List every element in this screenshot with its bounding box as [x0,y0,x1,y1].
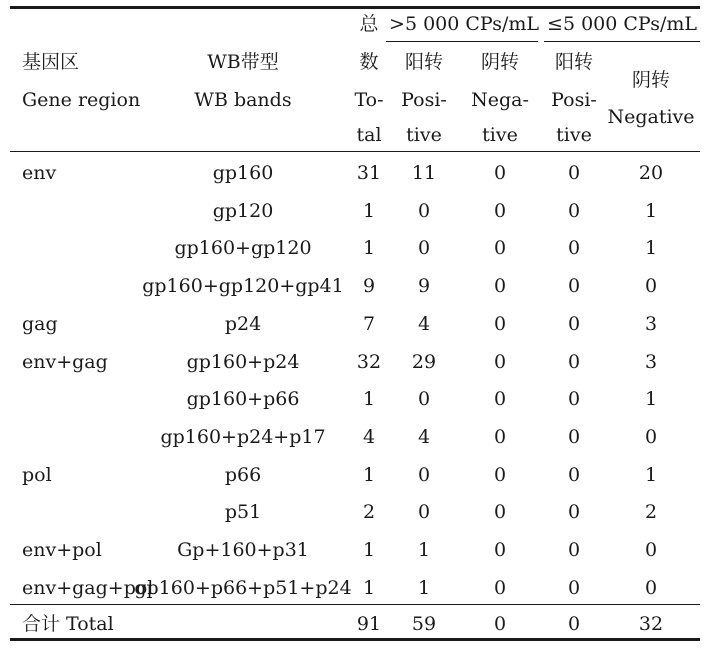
cell-wb-band: gp120 [212,200,274,222]
footer-low-negative: 32 [638,613,664,635]
cell-high-positive: 1 [417,577,431,599]
cell-low-positive: 0 [567,237,581,259]
top-rule [10,6,700,9]
cell-high-positive: 1 [417,539,431,561]
header-total-line1: 总 [359,13,379,35]
footer-high-negative: 0 [493,613,507,635]
footer-label: 合计 Total [22,613,114,635]
cell-total: 1 [362,237,376,259]
cell-high-positive: 11 [411,162,437,184]
header-group-high: >5 000 CPs/mL [389,13,539,35]
cell-high-negative: 0 [493,426,507,448]
cell-low-positive: 0 [567,464,581,486]
header-total-line2: 数 [359,51,379,73]
cell-low-negative: 1 [644,200,658,222]
cell-high-positive: 29 [411,351,437,373]
cell-low-negative: 0 [644,539,658,561]
cell-low-positive: 0 [567,539,581,561]
cell-total: 2 [362,501,376,523]
cell-low-negative: 3 [644,351,658,373]
cell-high-positive: 0 [417,464,431,486]
header-low-negative-line1: 阴转 [631,69,671,91]
cell-low-positive: 0 [567,426,581,448]
cell-high-positive: 4 [417,426,431,448]
cell-low-negative: 2 [644,501,658,523]
footer-high-positive: 59 [411,613,437,635]
cell-low-negative: 20 [638,162,664,184]
header-low-negative-line2: Negative [607,106,695,128]
header-rule [10,151,700,152]
header-wb-bands-en: WB bands [194,89,292,111]
header-high-positive-line1: 阳转 [404,51,444,73]
header-wb-bands-zh: WB带型 [207,51,279,73]
cell-low-positive: 0 [567,388,581,410]
cell-total: 7 [362,313,376,335]
header-high-negative-line1: 阴转 [480,51,520,73]
cell-wb-band: gp160+gp120+gp41 [142,275,344,297]
cell-wb-band: p24 [224,313,262,335]
header-high-negative-line2: Nega- [471,89,529,111]
cell-total: 1 [362,200,376,222]
cell-high-negative: 0 [493,275,507,297]
cell-high-negative: 0 [493,351,507,373]
cell-gene-region: env+gag+pol [22,577,154,599]
header-gene-region-zh: 基因区 [22,51,80,73]
cell-low-positive: 0 [567,501,581,523]
footer-low-positive: 0 [567,613,581,635]
cell-gene-region: gag [22,313,58,335]
cell-gene-region: pol [22,464,52,486]
cell-low-negative: 0 [644,426,658,448]
cell-high-negative: 0 [493,464,507,486]
cell-total: 1 [362,464,376,486]
cell-wb-band: gp160+p66+p51+p24 [134,577,352,599]
cell-high-negative: 0 [493,313,507,335]
cell-high-positive: 4 [417,313,431,335]
header-high-positive-line2: Posi- [401,89,447,111]
header-gene-region-en: Gene region [22,89,141,111]
cell-wb-band: p66 [224,464,262,486]
cell-low-negative: 1 [644,388,658,410]
bottom-rule [10,638,700,641]
cell-high-negative: 0 [493,200,507,222]
cell-wb-band: gp160 [212,162,274,184]
cell-total: 4 [362,426,376,448]
cell-total: 1 [362,388,376,410]
cell-low-positive: 0 [567,313,581,335]
header-group-low: ≤5 000 CPs/mL [547,13,697,35]
cell-total: 1 [362,577,376,599]
cell-wb-band: p51 [224,501,262,523]
cell-gene-region: env+gag [22,351,108,373]
header-low-positive-line1: 阳转 [554,51,594,73]
cell-high-negative: 0 [493,162,507,184]
cell-low-negative: 3 [644,313,658,335]
cell-high-positive: 0 [417,237,431,259]
cell-wb-band: gp160+p66 [186,388,300,410]
cell-low-positive: 0 [567,577,581,599]
cell-low-positive: 0 [567,162,581,184]
header-high-positive-line3: tive [406,124,442,146]
cell-high-negative: 0 [493,501,507,523]
cell-low-positive: 0 [567,275,581,297]
cell-low-negative: 1 [644,237,658,259]
cell-gene-region: env [22,162,57,184]
cell-high-positive: 9 [417,275,431,297]
cell-total: 32 [356,351,382,373]
group-rule-high [386,41,538,42]
cell-low-positive: 0 [567,200,581,222]
footer-total: 91 [356,613,382,635]
cell-gene-region: env+pol [22,539,102,561]
cell-high-positive: 0 [417,501,431,523]
cell-high-negative: 0 [493,388,507,410]
total-rule [10,604,700,605]
cell-total: 1 [362,539,376,561]
cell-low-negative: 0 [644,275,658,297]
cell-wb-band: gp160+p24+p17 [160,426,326,448]
cell-high-negative: 0 [493,539,507,561]
header-high-negative-line3: tive [482,124,518,146]
header-total-line4: tal [356,124,382,146]
header-low-positive-line2: Posi- [551,89,597,111]
cell-total: 9 [362,275,376,297]
cell-low-positive: 0 [567,351,581,373]
cell-high-negative: 0 [493,237,507,259]
group-rule-low [544,41,700,42]
header-low-positive-line3: tive [556,124,592,146]
cell-wb-band: gp160+gp120 [174,237,312,259]
cell-high-negative: 0 [493,577,507,599]
cell-wb-band: gp160+p24 [186,351,300,373]
cell-low-negative: 1 [644,464,658,486]
cell-high-positive: 0 [417,200,431,222]
header-total-line3: To- [354,89,384,111]
cell-high-positive: 0 [417,388,431,410]
cell-total: 31 [356,162,382,184]
cell-low-negative: 0 [644,577,658,599]
cell-wb-band: Gp+160+p31 [177,539,309,561]
